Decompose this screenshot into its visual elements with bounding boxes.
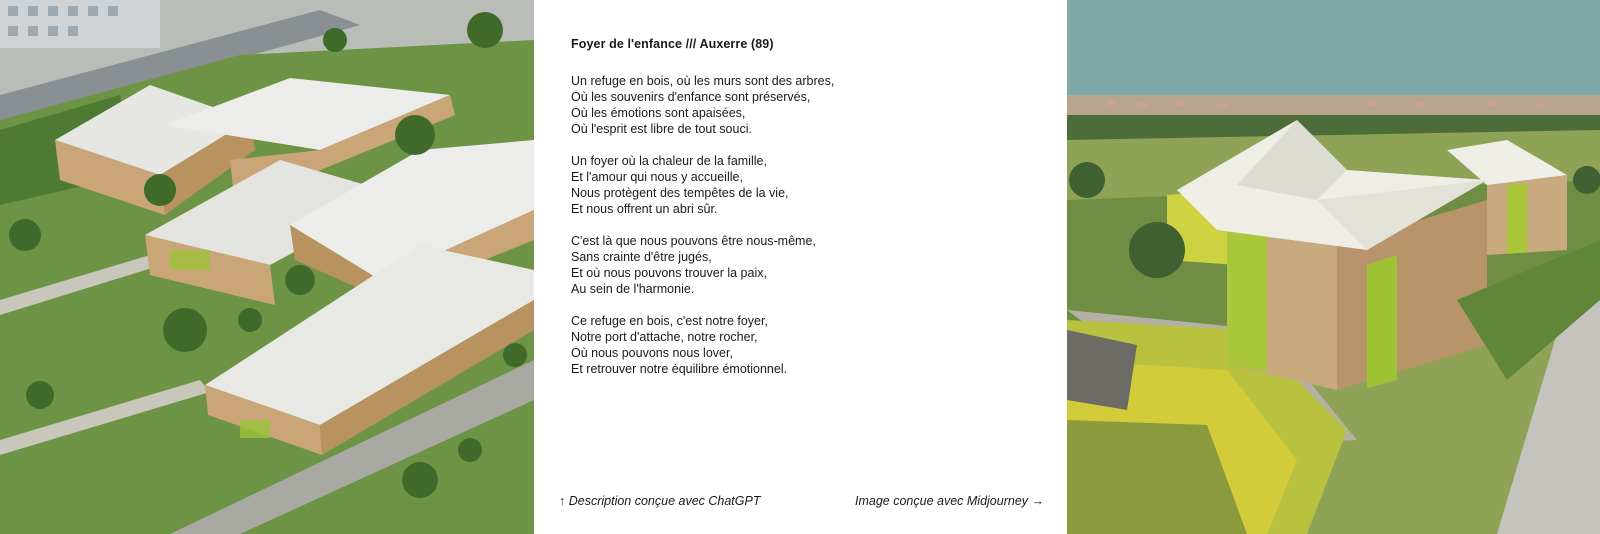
poem-line: Et nous offrent un abri sûr. — [571, 202, 718, 216]
aerial-rendering-image — [0, 0, 534, 534]
poem-line: Au sein de l'harmonie. — [571, 282, 695, 296]
poem-stanza — [571, 73, 1031, 137]
poem-stanza — [571, 233, 1031, 297]
poem-line: Où les souvenirs d'enfance sont préservés, — [571, 90, 811, 104]
caption-chatgpt: ↑ Description conçue avec ChatGPT — [559, 494, 761, 508]
poem-line: Et retrouver notre équilibre émotionnel. — [571, 362, 788, 376]
poem-line: C'est là que nous pouvons être nous-même, — [571, 234, 816, 248]
poem-line: Où nous pouvons nous lover, — [571, 346, 733, 360]
poem-line: Nous protègent des tempêtes de la vie, — [571, 186, 789, 200]
poem-line: Ce refuge en bois, c'est notre foyer, — [571, 314, 768, 328]
poem-line: Un refuge en bois, où les murs sont des arbres, — [571, 74, 835, 88]
caption-midjourney: Image conçue avec Midjourney → — [855, 494, 1044, 508]
text-panel — [534, 0, 1067, 534]
poem-line: Où les émotions sont apaisées, — [571, 106, 746, 120]
poem-stanza — [571, 313, 1031, 377]
aerial-rendering-illustration — [0, 0, 534, 534]
poem — [571, 73, 1031, 393]
ai-rendering-illustration — [1067, 0, 1600, 534]
poem-line: Sans crainte d'être jugés, — [571, 250, 712, 264]
poem-stanza — [571, 153, 1031, 217]
page-title: Foyer de l'enfance /// Auxerre (89) — [571, 37, 774, 51]
poem-line: Où l'esprit est libre de tout souci. — [571, 122, 752, 136]
poem-line: Un foyer où la chaleur de la famille, — [571, 154, 767, 168]
poem-line: Et où nous pouvons trouver la paix, — [571, 266, 767, 280]
ai-rendering-image — [1067, 0, 1600, 534]
poem-line: Et l'amour qui nous y accueille, — [571, 170, 743, 184]
poem-line: Notre port d'attache, notre rocher, — [571, 330, 758, 344]
